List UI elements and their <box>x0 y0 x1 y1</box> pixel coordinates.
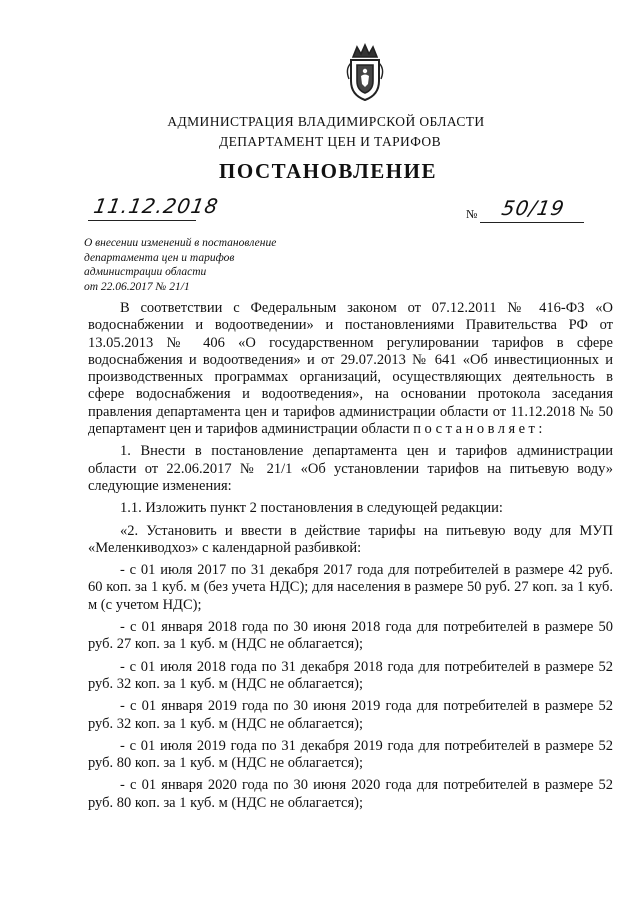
department-name: ДЕПАРТАМЕНТ ЦЕН И ТАРИФОВ <box>219 134 441 149</box>
number-underline <box>480 222 584 223</box>
vladimir-coat-of-arms-icon <box>343 43 387 103</box>
preamble-paragraph <box>88 300 613 438</box>
decree-word: постановляет: <box>413 421 546 438</box>
paragraph-2: «2. Установить и ввести в действие тарифы на питьевую воду для МУП «Меленкиводхоз» с календарной разбивкой: <box>88 522 613 556</box>
subject-line: администрации области <box>84 266 207 278</box>
paragraph-1-1: 1.1. Изложить пункт 2 постановления в следующей редакции: <box>120 500 503 517</box>
subject-line: О внесении изменений в постановление <box>84 237 277 249</box>
number-label: № <box>466 207 478 221</box>
document-body <box>88 300 613 817</box>
document-title: ПОСТАНОВЛЕНИЕ <box>219 159 437 183</box>
subject-line: департамента цен и тарифов <box>84 251 235 264</box>
document-subject <box>84 236 324 294</box>
tariff-item: - с 01 июля 2019 года по 31 декабря 2019 года для потребителей в размере 52 руб. 80 коп. за 1 куб. м (НДС не облагается); <box>88 737 613 772</box>
tariff-item: - с 01 января 2020 года по 30 июня 2020 года для потребителей в размере 52 руб. 80 коп. за 1 куб. м (НДС не облагается); <box>88 777 613 811</box>
organization-name: АДМИНИСТРАЦИЯ ВЛАДИМИРСКОЙ ОБЛАСТИ <box>167 114 485 129</box>
tariff-item: - с 01 июля 2018 года по 31 декабря 2018 года для потребителей в размере 52 руб. 32 коп. за 1 куб. м (НДС не облагается); <box>88 658 613 692</box>
tariff-item: - с 01 января 2019 года по 30 июня 2019 года для потребителей в размере 52 руб. 32 коп. за 1 куб. м (НДС не облагается); <box>88 698 613 732</box>
subject-line: от 22.06.2017 № 21/1 <box>84 280 190 293</box>
document-number: 50/19 <box>499 196 567 220</box>
date-underline <box>88 220 196 221</box>
tariff-item: - с 01 января 2018 года по 30 июня 2018 года для потребителей в размере 50 руб. 27 коп. за 1 куб. м (НДС не облагается); <box>88 619 613 653</box>
preamble-text: В соответствии с Федеральным законом от 07.12.2011 № 416-ФЗ «О водоснабжении и водоотведении» и постановлениями Правительства РФ от 13.05.2013 № 406 «О государственном регулировании тарифов в сфере водоснабжения и водоотведения» и от 29.07.2013 № 641 «Об инвестиционных и производственных программах организаций, осуществляющих деятельность в сфере водоснабжения и водоотведения», на основании протокола заседания правления департамента цен и тарифов администрации области от 11.12.2018 № 50 департамент цен и тарифов администрации области <box>88 300 613 438</box>
paragraph-1: 1. Внести в постановление департамента цен и тарифов администрации области от 22.06.2017 № 21/1 «Об установлении тарифов на питьевую воду» следующие изменения: <box>88 443 613 494</box>
tariff-item: - с 01 июля 2017 по 31 декабря 2017 года для потребителей в размере 42 руб. 60 коп. за 1 куб. м (без учета НДС); для населения в размере 50 руб. 27 коп. за 1 куб. м (с учетом НДС); <box>88 562 613 613</box>
document-date: 11.12.2018 <box>91 194 221 218</box>
